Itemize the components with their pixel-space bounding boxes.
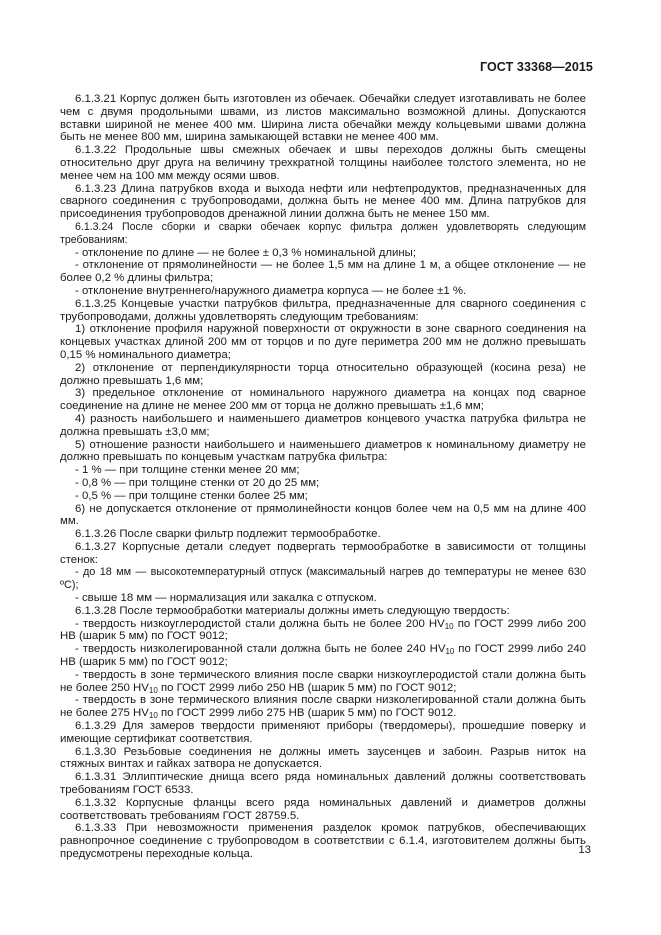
paragraph: 6.1.3.23 Длина патрубков входа и выхода нефти или нефтепродуктов, предназначенных для сварного соединения с трубопроводами, должна быть не менее 400 мм. Длина патрубков для присоединения трубопроводов дренажной линии должна быть не менее 150 мм. — [60, 182, 586, 221]
list-item: 2) отклонение от перпендикулярности торца относительно образующей (косина реза) не должно превышать 1,6 мм; — [60, 361, 586, 387]
list-item: 1) отклонение профиля наружной поверхности от окружности в зоне сварного соединения на концевых участках длиной 200 мм от торцов и по дуге периметра 200 мм не должно превышать 0,15 % номинального диаметра; — [60, 323, 586, 361]
list-item: - до 18 мм — высокотемпературный отпуск (максимальный нагрев до температуры не менее 630 ºС); — [60, 566, 586, 592]
paragraph: 6.1.3.26 После сварки фильтр подлежит термообработке. — [75, 528, 381, 541]
list-item: - 0,8 % — при толщине стенки от 20 до 25 мм; — [75, 476, 320, 489]
subscript: 10 — [148, 711, 158, 721]
list-item: - твердость низкоуглеродистой стали должна быть не более 200 $HV_{10}$ по ГОСТ 2999 либо 200 НВ (шарик 5 мм) по ГОСТ 9012; — [60, 617, 586, 643]
paragraph: 6.1.3.24 После сборки и сварки обечаек корпус фильтра должен удовлетворять следующим требованиям: — [60, 220, 586, 246]
list-item: - отклонение от прямолинейности — не более 1,5 мм на длине 1 м, а общее отклонение — не более 0,2 % длины фильтра; — [60, 259, 586, 285]
page-number: 13 — [578, 844, 591, 856]
list-item: - твердость в зоне термического влияния после сварки низкоуглеродистой стали должна быть не более 250 $HV_{10}$ по ГОСТ 2999 либо 250 НВ (шарик 5 мм) по ГОСТ 9012; — [60, 668, 586, 695]
list-item: - твердость низколегированной стали должна быть не более 240 $HV_{10}$ по ГОСТ 2999 либо 240 НВ (шарик 5 мм) по ГОСТ 9012; — [60, 643, 586, 669]
paragraph: 6.1.3.32 Корпусные фланцы всего ряда номинальных давлений и диаметров должны соответствовать требованиям ГОСТ 28759.5. — [60, 796, 586, 822]
paragraph: 6.1.3.21 Корпус должен быть изготовлен из обечаек. Обечайки следует изготавливать не более чем с двумя продольными швами, из листов максимально возможной длины. Допускаются вставки шириной не менее 400 мм. Ширина листа обечайки между кольцевыми швами должна быть не менее 800 мм, ширина замыкающей вставки не менее 400 мм. — [60, 93, 586, 144]
paragraph: 6.1.3.22 Продольные швы смежных обечаек и швы переходов должны быть смещены относительно друг друга на величину трехкратной толщины наиболее толстого элемента, но не менее чем на 100 мм между осями швов. — [60, 144, 586, 182]
list-item: - отклонение внутреннего/наружного диаметра корпуса — не более ±1 %. — [75, 284, 467, 297]
subscript: 10 — [444, 621, 454, 631]
list-item: - 1 % — при толщине стенки менее 20 мм; — [75, 464, 300, 477]
list-item: 5) отношение разности наибольшего и наименьшего диаметров к номинальному диаметру не должно превышать по концевым участкам патрубка фильтра: — [60, 438, 586, 464]
list-item: 6) не допускается отклонение от прямолинейности концов более чем на 0,5 мм на длине 400 мм. — [60, 502, 586, 528]
list-item: - твердость в зоне термического влияния после сварки низколегированной стали должна быть не более 275 $HV_{10}$ по ГОСТ 2999 либо 275 НВ (шарик 5 мм) по ГОСТ 9012. — [60, 694, 586, 721]
paragraph: 6.1.3.31 Эллиптические днища всего ряда номинальных давлений должны соответствовать требованиям ГОСТ 6533. — [60, 771, 586, 797]
subscript: 10 — [445, 647, 455, 657]
list-item: - свыше 18 мм — нормализация или закалка с отпуском. — [75, 592, 377, 605]
paragraph: 6.1.3.28 После термообработки материалы должны иметь следующую твердость: — [75, 604, 510, 617]
list-item: 3) предельное отклонение от номинального наружного диаметра на концах под сварное соединение на длине не менее 200 мм от торца не должно превышать ±1,6 мм; — [60, 387, 586, 413]
subscript: 10 — [148, 685, 158, 695]
paragraph: 6.1.3.25 Концевые участки патрубков фильтра, предназначенные для сварного соединения с трубопроводами, должны удовлетворять следующим требованиям: — [60, 297, 586, 323]
document-body — [60, 93, 586, 861]
paragraph: 6.1.3.27 Корпусные детали следует подвергать термообработке в зависимости от толщины стенок: — [60, 540, 586, 566]
list-item: 4) разность наибольшего и наименьшего диаметров концевого участка патрубка фильтра не должна превышать ±3,0 мм; — [60, 412, 586, 438]
paragraph: 6.1.3.29 Для замеров твердости применяют приборы (твердомеры), прошедшие поверку и имеющие сертификат соответствия. — [60, 720, 586, 745]
list-item: - отклонение по длине — не более ± 0,3 % номинальной длины; — [75, 246, 416, 259]
paragraph: 6.1.3.30 Резьбовые соединения не должны иметь заусенцев и забоин. Разрыв ниток на стяжных винтах и гайках затвора не допускается. — [60, 745, 586, 771]
list-item: - 0,5 % — при толщине стенки более 25 мм; — [75, 489, 308, 502]
paragraph: 6.1.3.33 При невозможности применения разделок кромок патрубков, обеспечивающих равнопрочное соединение с трубопроводом в соответствии с 6.1.4, изготовителем должны быть предусмотрены переходные кольца. — [60, 822, 586, 861]
document-header-id: ГОСТ 33368—2015 — [479, 60, 593, 74]
